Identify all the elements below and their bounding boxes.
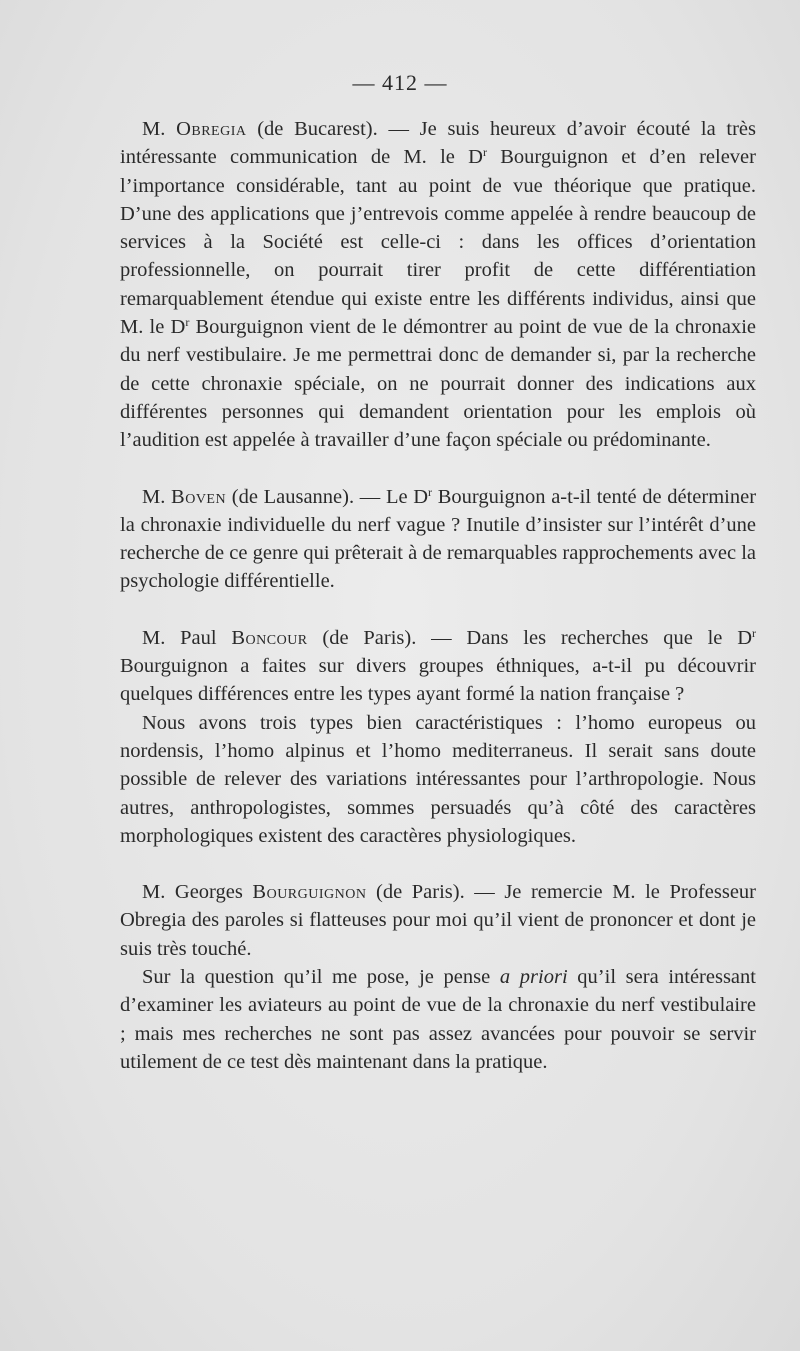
body-text <box>120 115 756 1076</box>
paragraph-text: — Dans les recherches que le $D^r$ Bourguignon a faites sur divers groupes éthniques, a-t-il pu découvrir quelques différences entre les types ayant formé la nation française ? <box>120 625 756 706</box>
speaker-prefix: M. Georges <box>142 881 253 904</box>
speaker-prefix: M. <box>142 485 172 508</box>
paragraph-boven <box>120 483 756 596</box>
paragraph-text: Nous avons trois types bien caractéristiques : l’homo europeus ou nordensis, l’homo alpinus et l’homo mediterraneus. Il serait sans doute possible de relever des variations intéressantes pour l’arthropologie. Nous autres, anthropologistes, sommes persuadés qu’à côté des caractères morphologiques existent des caractères physiologiques. <box>120 711 756 847</box>
paragraph-text: — Je suis heureux d’avoir écouté la très intéressante communication de M. le $D^r$ Bourguignon et d’en relever l’importance considérable, tant au point de vue théorique que pratique. D’une des applications que j’entrevois comme appelée à rendre beaucoup de services à la Société est celle-ci : dans les offices d’orientation professionnelle, on pourrait tirer profit de cette différentiation remarquablement étendue qui existe entre les différents individus, ainsi que M. le $D^r$ Bourguignon vient de le démontrer au point de vue de la chronaxie du nerf vestibulaire. Je me permettrai donc de demander si, par la recherche de cette chronaxie spéciale, on ne pourrait donner des indications aux différentes personnes qui demandent orientation pour les emplois où l’audition est appelée à travailler d’une façon spéciale ou prédominante. <box>120 118 757 452</box>
paragraph-bourguignon-continued <box>120 963 756 1076</box>
speaker-place: (de Paris). <box>366 881 465 904</box>
speaker-place: (de Bucarest). <box>246 118 378 140</box>
speaker-prefix: M. <box>142 118 177 140</box>
speaker-name: Boven <box>171 485 227 508</box>
speaker-name: Bourguignon <box>252 881 367 904</box>
paragraph-bourguignon <box>120 878 756 963</box>
paragraph-text: qu’il sera intéressant d’examiner les aviateurs au point de vue de la chronaxie du nerf vestibulaire ; mais mes recherches ne sont pas assez avancées pour pouvoir se servir utilement de ce test dès maintenant dans la pratique. <box>120 966 756 1073</box>
paragraph-text: — Le $D^r$ Bourguignon a-t-il tenté de déterminer la chronaxie individuelle du nerf vague ? Inutile d’insister sur l’intérêt d’une recherche de ce genre qui prêterait à de remarquables rapprochements avec la psychologie différentielle. <box>120 484 757 593</box>
page-number: — 412 — <box>352 70 448 95</box>
paragraph-text: — Je remercie M. le Professeur Obregia des paroles si flatteuses pour moi qu’il vient de prononcer et dont je suis très touché. <box>120 881 756 960</box>
speaker-name: Obregia <box>176 118 247 140</box>
paragraph-text: Sur la question qu’il me pose, je pense <box>142 966 500 989</box>
paragraph-boncour <box>120 624 756 709</box>
paragraph-obregia <box>120 115 756 455</box>
paragraph-boncour-continued <box>120 709 756 850</box>
speaker-prefix: M. Paul <box>142 626 232 649</box>
italic-phrase: a priori <box>499 966 568 989</box>
speaker-place: (de Paris). <box>307 626 417 649</box>
speaker-place: (de Lausanne). <box>226 485 355 508</box>
speaker-name: Boncour <box>231 626 308 649</box>
